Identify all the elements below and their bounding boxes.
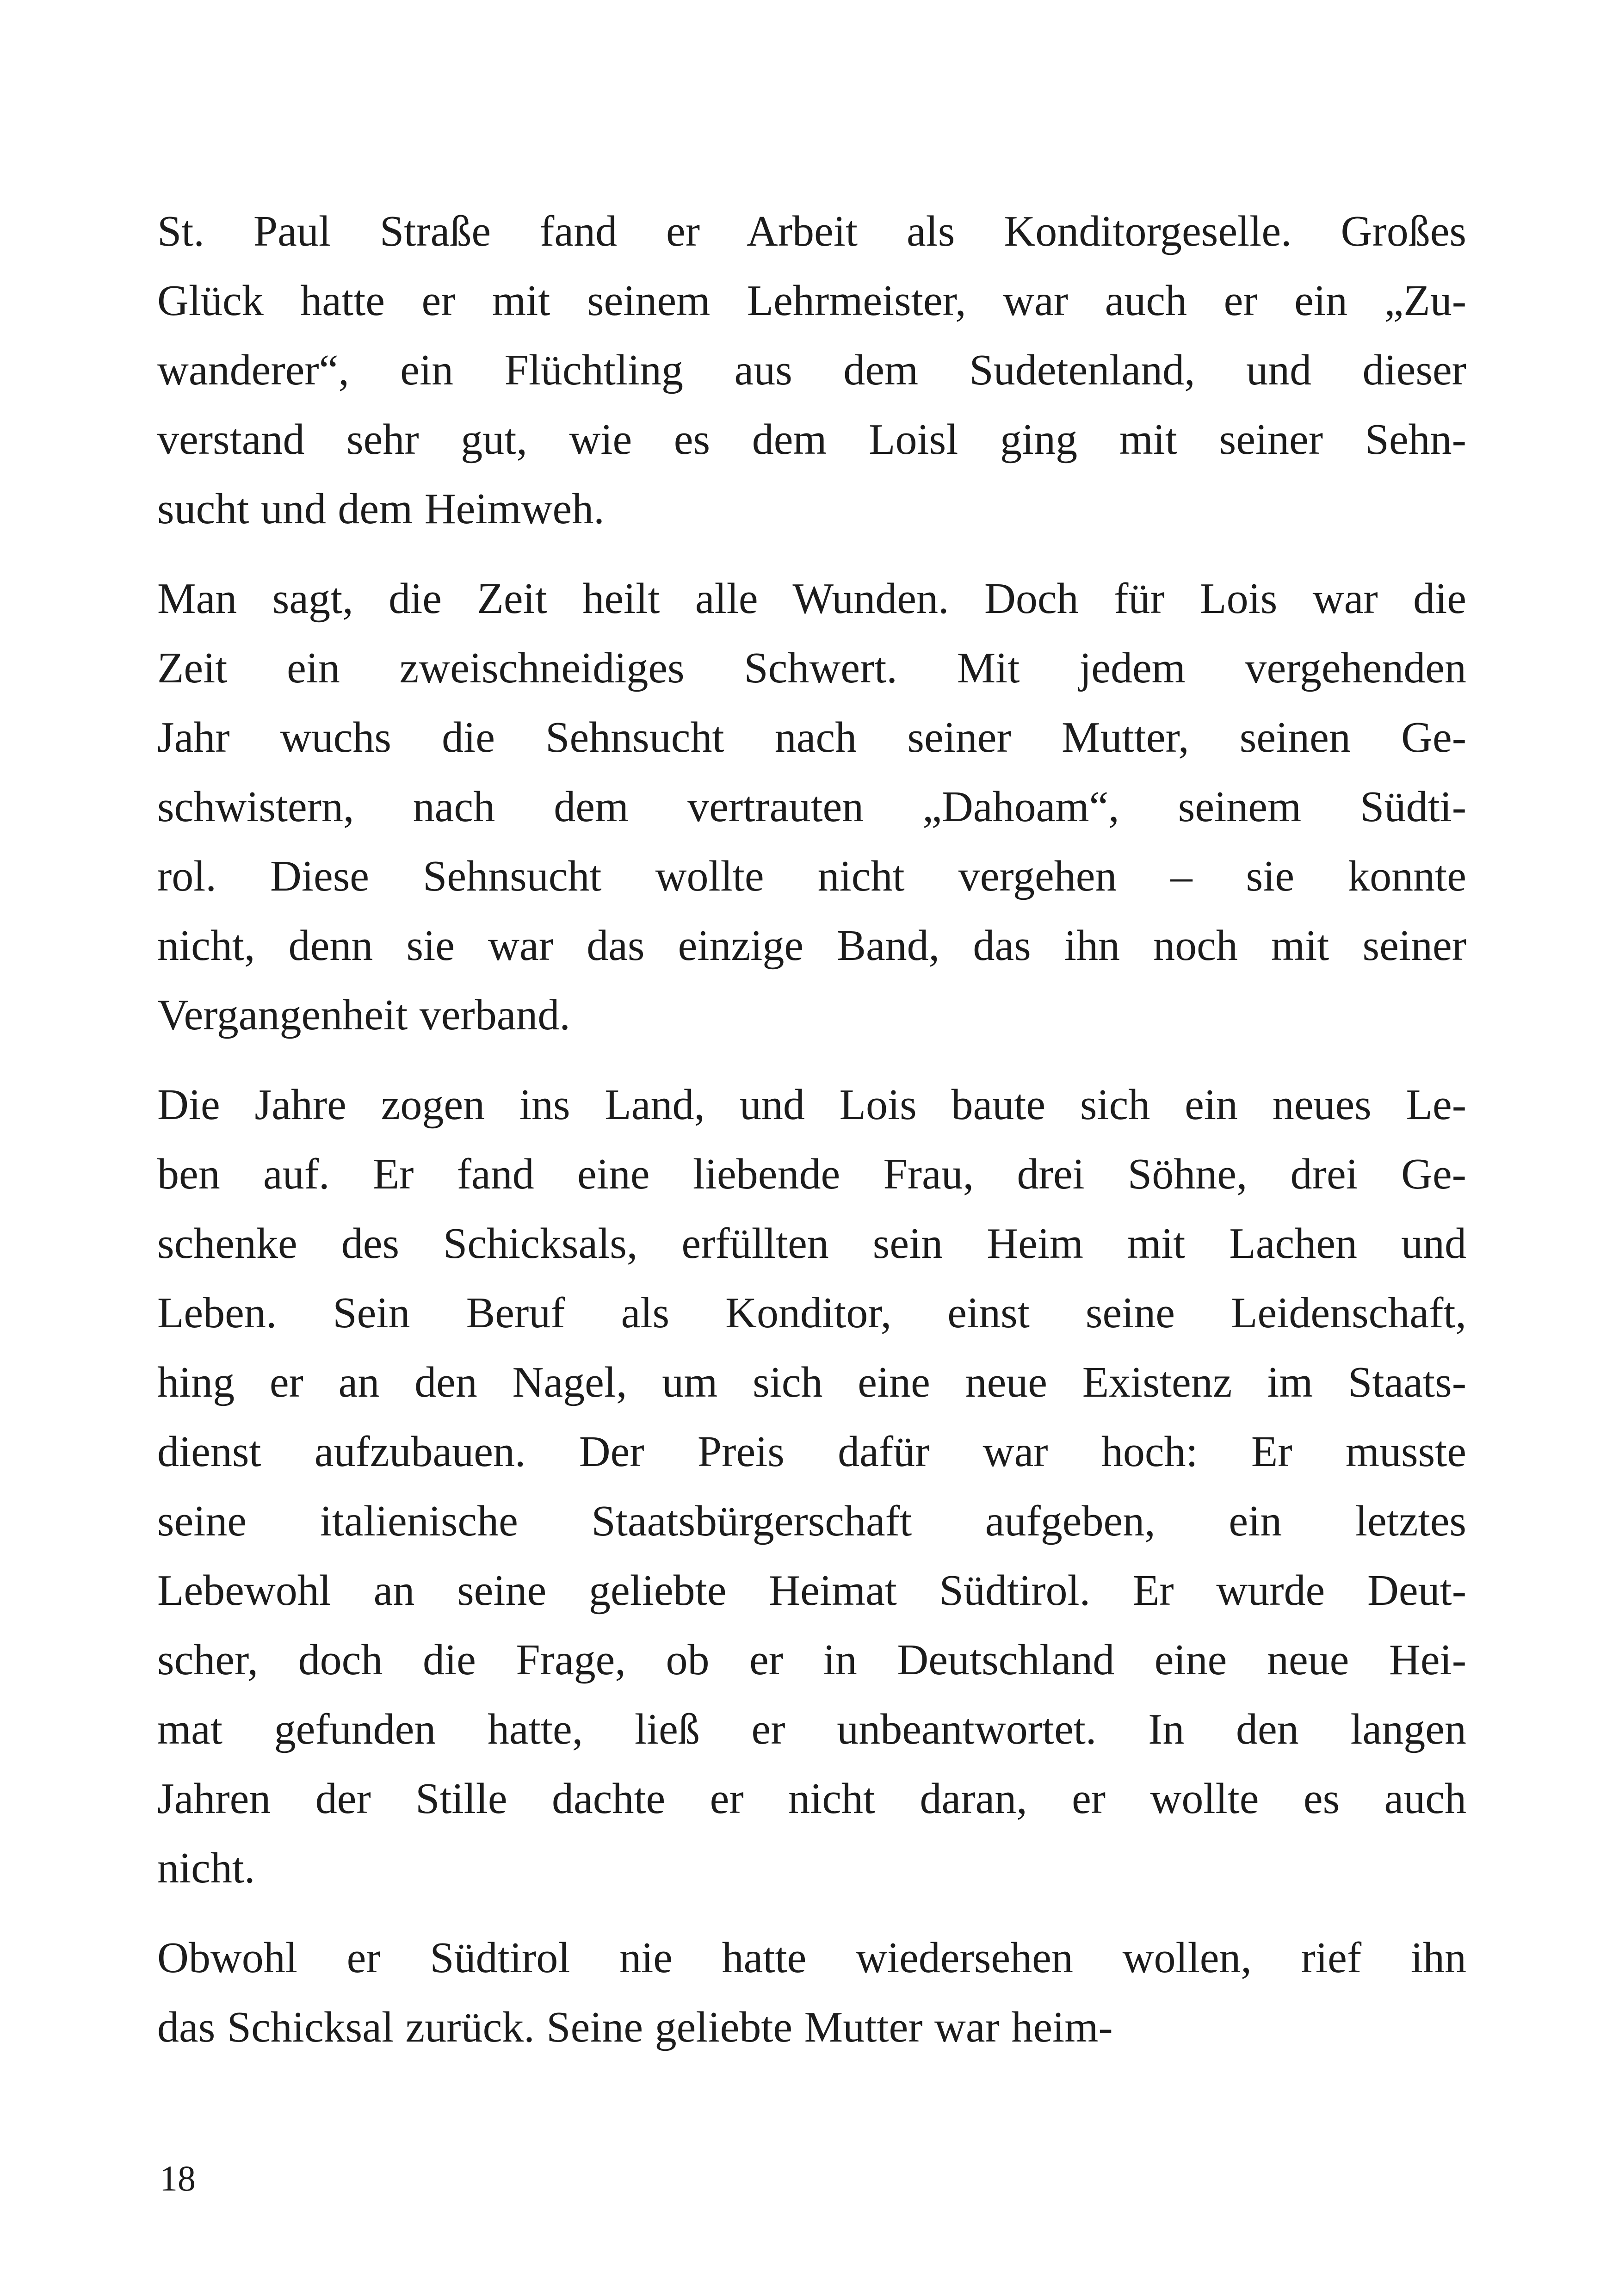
- text-line: Vergangenheit verband.: [157, 991, 570, 1039]
- page-text: [157, 197, 1466, 2082]
- text-line: Jahr wuchs die Sehnsucht nach seiner Mutter, seinen Ge-: [157, 713, 1466, 761]
- text-line: Zeit ein zweischneidiges Schwert. Mit jedem vergehenden: [157, 644, 1466, 692]
- text-line: schenke des Schicksals, erfüllten sein Heim mit Lachen und: [157, 1219, 1466, 1268]
- paragraph: [157, 1070, 1466, 1903]
- text-line: ben auf. Er fand eine liebende Frau, drei Söhne, drei Ge-: [157, 1150, 1466, 1198]
- text-line: wanderer“, ein Flüchtling aus dem Sudetenland, und dieser: [157, 346, 1466, 394]
- text-line: Lebewohl an seine geliebte Heimat Südtirol. Er wurde Deut-: [157, 1566, 1466, 1615]
- text-line: Jahren der Stille dachte er nicht daran, er wollte es auch: [157, 1775, 1466, 1823]
- text-line: mat gefunden hatte, ließ er unbeantwortet. In den langen: [157, 1705, 1466, 1753]
- text-line: das Schicksal zurück. Seine geliebte Mutter war heim-: [157, 2003, 1113, 2051]
- text-line: dienst aufzubauen. Der Preis dafür war hoch: Er musste: [157, 1428, 1466, 1476]
- text-line: hing er an den Nagel, um sich eine neue Existenz im Staats-: [157, 1358, 1466, 1406]
- text-line: sucht und dem Heimweh.: [157, 485, 605, 533]
- paragraph: [157, 564, 1466, 1050]
- text-line: nicht, denn sie war das einzige Band, das ihn noch mit seiner: [157, 922, 1466, 970]
- text-line: scher, doch die Frage, ob er in Deutschland eine neue Hei-: [157, 1636, 1466, 1684]
- paragraph: [157, 1923, 1466, 2062]
- text-line: verstand sehr gut, wie es dem Loisl ging mit seiner Sehn-: [157, 415, 1466, 464]
- text-line: seine italienische Staatsbürgerschaft aufgeben, ein letztes: [157, 1497, 1466, 1545]
- text-line: St. Paul Straße fand er Arbeit als Konditorgeselle. Großes: [157, 207, 1466, 255]
- text-line: Obwohl er Südtirol nie hatte wiedersehen wollen, rief ihn: [157, 1934, 1466, 1982]
- text-line: nicht.: [157, 1844, 255, 1892]
- text-line: Glück hatte er mit seinem Lehrmeister, war auch er ein „Zu-: [157, 277, 1466, 325]
- text-line: Leben. Sein Beruf als Konditor, einst seine Leidenschaft,: [157, 1289, 1466, 1337]
- page-number: 18: [160, 2158, 196, 2198]
- text-line: schwistern, nach dem vertrauten „Dahoam“, seinem Südti-: [157, 783, 1466, 831]
- paragraph: [157, 197, 1466, 544]
- text-line: Man sagt, die Zeit heilt alle Wunden. Doch für Lois war die: [157, 575, 1466, 623]
- text-line: Die Jahre zogen ins Land, und Lois baute sich ein neues Le-: [157, 1081, 1466, 1129]
- text-line: rol. Diese Sehnsucht wollte nicht vergehen – sie konnte: [157, 852, 1466, 900]
